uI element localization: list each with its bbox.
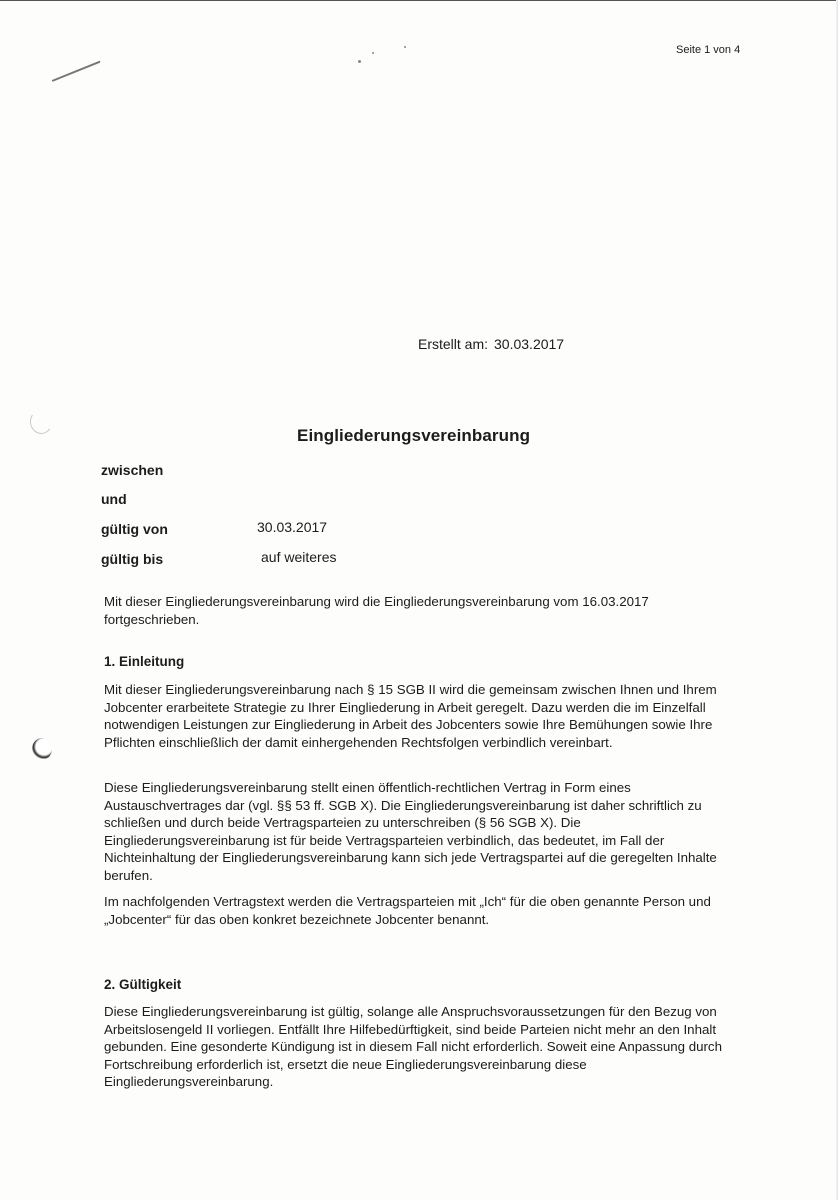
section-1-paragraph-2: Diese Eingliederungsvereinbarung stellt einen öffentlich-rechtlichen Vertrag in Form eines Austauschvertrages dar (vgl. §§ 53 ff. SGB X). Die Eingliederungsvereinbarung ist daher schriftlich zu schließen und durch beide Vertragsparteien zu unterschreiben (§ 56 SGB X). Die Eingliederungsvereinbarung ist für beide Vertragsparteien verbindlich, das bedeutet, im Fall der Nichteinhaltung der Eingliederungsvereinbarung kann sich jede Vertragspartei auf die geregelten Inhalte berufen.: [104, 780, 717, 883]
section-2-paragraph-1: Diese Eingliederungsvereinbarung ist gültig, solange alle Anspruchsvoraussetzungen für den Bezug von Arbeitslosengeld II vorliegen. Entfällt Ihre Hilfebedürftigkeit, sind beide Parteien nicht mehr an den Inhalt gebunden. Eine gesonderte Kündigung ist in diesem Fall nicht erforderlich. Soweit eine Anpassung durch Fortschreibung erforderlich ist, ersetzt die neue Eingliederungsvereinbarung diese Eingliederungsvereinbarung.: [104, 1004, 722, 1089]
section-1-paragraph-3: Im nachfolgenden Vertragstext werden die Vertragsparteien mit „Ich“ für die oben genannte Person und „Jobcenter“ für das oben konkret bezeichnete Jobcenter benannt.: [104, 894, 711, 927]
created-label: Erstellt am:: [418, 336, 489, 352]
section-1-paragraph-1: Mit dieser Eingliederungsvereinbarung nach § 15 SGB II wird die gemeinsam zwischen Ihnen und Ihrem Jobcenter erarbeitete Strategie zu Ihrer Eingliederung in Arbeit geregelt. Dazu werden die im Einzelfall notwendigen Leistungen zur Eingliederung in Arbeit des Jobcenters sowie Ihre Bemühungen sowie Ihre Pflichten einschließlich der damit einhergehenden Rechtsfolgen verbindlich vereinbart.: [104, 682, 717, 750]
valid-to-value: auf weiteres: [261, 549, 337, 565]
meta-and-row: [101, 491, 127, 507]
valid-from-label: gültig von: [101, 521, 168, 537]
created-date-line: [418, 336, 564, 352]
page-indicator: Seite 1 von 4: [676, 44, 741, 56]
meta-valid-to-row: [101, 551, 163, 567]
punch-hole: [32, 738, 52, 760]
section-1-heading: 1. Einleitung: [104, 654, 185, 669]
pen-stroke-mark: [52, 61, 101, 82]
created-date: 30.03.2017: [494, 336, 565, 352]
document-title: Eingliederungsvereinbarung: [297, 426, 531, 445]
intro-paragraph: Mit dieser Eingliederungsvereinbarung wird die Eingliederungsvereinbarung vom 16.03.2017 fortgeschrieben.: [104, 594, 649, 627]
valid-to-label: gültig bis: [101, 551, 164, 567]
scan-speck: [372, 52, 374, 54]
meta-between-row: [101, 462, 163, 478]
scan-speck: [358, 60, 361, 63]
punch-hole: [28, 408, 54, 435]
section-2-heading: 2. Gültigkeit: [104, 977, 182, 992]
valid-from-value: 30.03.2017: [257, 519, 328, 535]
scan-top-edge: [0, 0, 838, 1]
between-label: zwischen: [101, 462, 164, 478]
and-label: und: [101, 491, 127, 507]
meta-valid-from-row: [101, 521, 168, 537]
scan-speck: [404, 46, 406, 48]
